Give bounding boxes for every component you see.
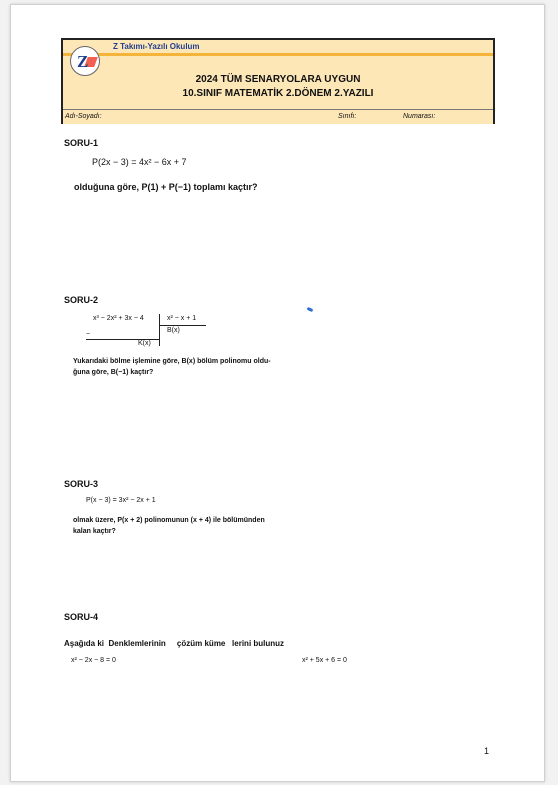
question-1-text: olduğuna göre, P(1) + P(−1) toplamı kaçtır?: [74, 182, 258, 192]
exam-header: [61, 38, 495, 124]
exam-title-line2: 10.SINIF MATEMATİK 2.DÖNEM 2.YAZILI: [182, 88, 374, 99]
question-3-equation: P(x − 3) = 3x² − 2x + 1: [86, 497, 156, 504]
division-vertical-line: [159, 314, 160, 346]
school-name: Z Takımı-Yazılı Okulum: [113, 42, 200, 51]
question-1-label: SORU-1: [64, 138, 99, 148]
question-3-text-line2: kalan kaçtır?: [73, 528, 116, 535]
question-2-text-line1: Yukarıdaki bölme işlemine göre, B(x) bölüm polinomu oldu-: [73, 358, 271, 365]
division-horizontal-line: [159, 325, 206, 326]
question-4-label: SORU-4: [64, 612, 99, 622]
quotient: B(x): [167, 327, 180, 334]
ink-mark: [307, 307, 314, 312]
question-2-label: SORU-2: [64, 295, 99, 305]
name-label: Adı-Soyadı:: [65, 113, 102, 120]
question-1-equation: P(2x − 3) = 4x² − 6x + 7: [92, 157, 187, 167]
dividend: x³ − 2x² + 3x − 4: [93, 315, 144, 322]
page-number: 1: [484, 746, 490, 756]
question-3-label: SORU-3: [64, 479, 99, 489]
question-2-text-line2: ğuna göre, B(−1) kaçtır?: [73, 369, 154, 376]
student-info-row: [63, 109, 493, 124]
logo-letter: Z: [77, 52, 89, 71]
equation-2: x² + 5x + 6 = 0: [302, 657, 347, 664]
number-label: Numarası:: [403, 113, 436, 120]
class-label: Sınıfı:: [338, 113, 357, 120]
school-logo: [70, 46, 100, 76]
question-3-text-line1: olmak üzere, P(x + 2) polinomunun (x + 4) ile bölümünden: [73, 517, 265, 524]
question-4-instruction: Aşağıda ki Denklemlerinin çözüm küme lerini bulunuz: [64, 639, 285, 648]
equation-1: x² − 2x − 8 = 0: [71, 657, 116, 664]
document-page: [10, 4, 545, 782]
remainder: K(x): [138, 340, 151, 347]
minus-sign: −: [86, 331, 91, 338]
divisor: x² − x + 1: [167, 315, 197, 322]
exam-title-line1: 2024 TÜM SENARYOLARA UYGUN: [195, 74, 361, 85]
